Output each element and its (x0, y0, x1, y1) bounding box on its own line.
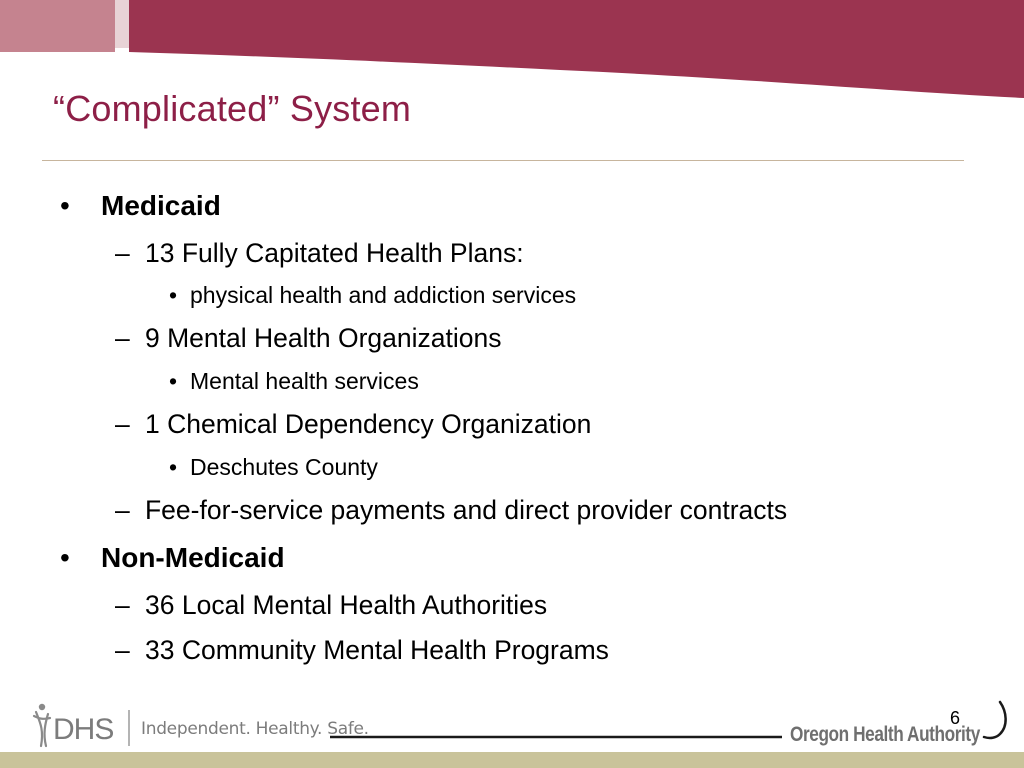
sub-item-fee-for-service (115, 495, 788, 525)
sub-item-text: 1 Chemical Dependency Organization (145, 409, 592, 439)
oha-logo-text: Oregon Health Authority (790, 723, 980, 746)
dash-marker: – (115, 635, 130, 665)
dash-marker: – (115, 590, 130, 620)
dhs-logo-text: DHS (53, 713, 114, 746)
detail-item-text: Deschutes County (190, 454, 378, 480)
bullet-marker: • (169, 282, 178, 308)
sub-item-text: 13 Fully Capitated Health Plans: (145, 238, 524, 268)
detail-item-text: Mental health services (190, 368, 419, 394)
dash-marker: – (115, 323, 130, 353)
bullet-marker: • (60, 190, 70, 221)
footer-band (0, 752, 1024, 768)
bullet-marker: • (169, 454, 178, 480)
bullet-text: Medicaid (101, 190, 221, 221)
sub-item-text: Fee-for-service payments and direct provider contracts (145, 495, 788, 525)
sub-item-text: 9 Mental Health Organizations (145, 323, 502, 353)
dash-marker: – (115, 409, 130, 439)
bullet-text: Non-Medicaid (101, 542, 285, 573)
slide-title: “Complicated” System (53, 88, 412, 129)
sub-item-community-programs (115, 635, 609, 665)
bullet-non-medicaid (60, 542, 285, 573)
dhs-tagline: Independent. Healthy. Safe. (141, 719, 369, 739)
sub-item-health-plans (115, 238, 524, 268)
sub-item-text: 36 Local Mental Health Authorities (145, 590, 548, 620)
detail-item-mental-health-services (169, 368, 419, 394)
oha-swoosh-icon (984, 702, 1006, 738)
bullet-medicaid (60, 190, 221, 221)
detail-item-deschutes (169, 454, 378, 480)
dash-marker: – (115, 238, 130, 268)
bullet-marker: • (60, 542, 70, 573)
dash-marker: – (115, 495, 130, 525)
sub-item-text: 33 Community Mental Health Programs (145, 635, 609, 665)
sub-item-mental-health-orgs (115, 323, 502, 353)
detail-item-physical-health (169, 282, 577, 308)
bullet-marker: • (169, 368, 178, 394)
page-number: 6 (950, 708, 961, 728)
dhs-figure-icon (34, 704, 50, 746)
detail-item-text: physical health and addiction services (190, 282, 577, 308)
sub-item-chemical-dependency (115, 409, 592, 439)
sub-item-local-authorities (115, 590, 548, 620)
